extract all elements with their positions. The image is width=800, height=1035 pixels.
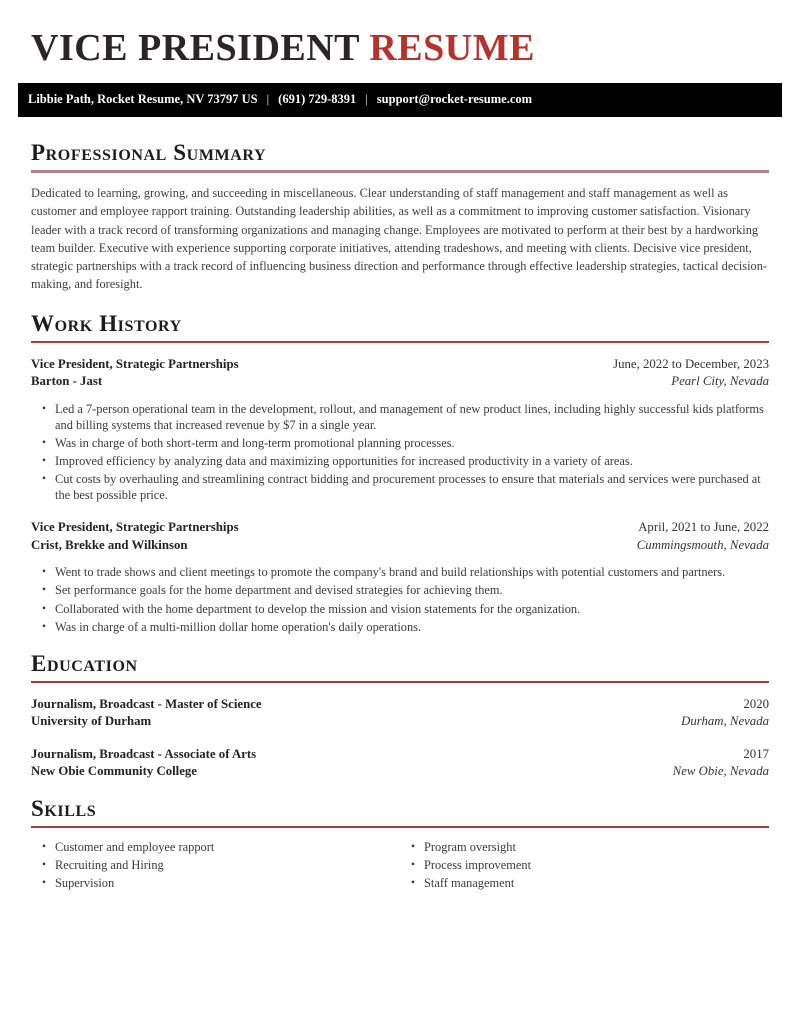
section-work-history xyxy=(31,310,769,636)
job-bullet: • Was in charge of both short-term and long-term promotional planning processes. xyxy=(55,436,769,452)
job-bullet: • Was in charge of a multi-million dollar home operation's daily operations. xyxy=(55,620,769,636)
work-history-heading: Work History xyxy=(31,310,182,336)
job-bullet: • Improved efficiency by analyzing data and maximizing opportunities for increased productivity in a variety of areas. xyxy=(55,454,769,470)
job-title: Vice President, Strategic Partnerships xyxy=(31,520,239,535)
education-entry xyxy=(31,696,769,731)
education-year: 2017 xyxy=(743,746,769,761)
skills-list xyxy=(400,840,769,892)
education-entry xyxy=(31,746,769,781)
job-entry xyxy=(31,519,769,636)
education-school: New Obie Community College xyxy=(31,764,197,779)
skills-list xyxy=(31,840,400,892)
skill-item: • Supervision xyxy=(55,876,400,892)
section-education xyxy=(31,650,769,781)
section-skills xyxy=(31,795,769,895)
job-company-row xyxy=(31,373,769,391)
contact-address: Libbie Path, Rocket Resume, NV 73797 US xyxy=(28,92,258,106)
professional-summary-text: Dedicated to learning, growing, and succeeding in miscellaneous. Clear understanding of staff management and staff management as well as customer and employee rapport training. Outstanding leadership abilities, as well as a commitment to improving customer satisfaction. Visionary leader with a track record of transforming organizations and managing change. Employees are motivated to perform at their best by a hardworking team builder. Executive with experience supporting corporate initiatives, attending tradeshows, and meeting with clients. Decisive vice president, strategic partnerships with a track record of influencing business direction and performance through effective leadership strategies, tactical decision-making, and foresight. xyxy=(31,186,768,292)
job-bullet: • Went to trade shows and client meetings to promote the company's brand and build relationships with potential customers and partners. xyxy=(55,565,769,581)
job-bullet: • Led a 7-person operational team in the development, rollout, and management of new product lines, including highly successful kids platforms and billing systems that increased revenue by $7 in a single year. xyxy=(55,402,769,434)
job-bullet: • Set performance goals for the home department and devised strategies for achieving them. xyxy=(55,583,769,599)
job-title-row xyxy=(31,356,769,374)
professional-summary-heading: Professional Summary xyxy=(31,140,267,165)
education-year: 2020 xyxy=(743,696,769,711)
job-location: Pearl City, Nevada xyxy=(671,374,769,389)
job-title-row xyxy=(31,519,769,537)
title-primary: VICE PRESIDENT xyxy=(31,27,360,69)
job-title: Vice President, Strategic Partnerships xyxy=(31,356,239,371)
title-accent: RESUME xyxy=(369,27,535,69)
section-divider xyxy=(31,826,769,828)
skills-column-right xyxy=(400,840,769,895)
skill-item: • Staff management xyxy=(424,876,769,892)
education-degree: Journalism, Broadcast - Associate of Arts xyxy=(31,746,257,761)
job-entry xyxy=(31,356,769,504)
section-professional-summary xyxy=(31,139,769,294)
job-bullet: • Collaborated with the home department to develop the mission and vision statements for the organization. xyxy=(55,602,769,618)
contact-separator: | xyxy=(266,92,270,106)
education-school: University of Durham xyxy=(31,714,152,729)
education-degree: Journalism, Broadcast - Master of Science xyxy=(31,696,262,711)
education-location: Durham, Nevada xyxy=(681,714,769,729)
skills-heading: Skills xyxy=(31,795,97,821)
skill-item: • Recruiting and Hiring xyxy=(55,858,400,874)
job-dates: June, 2022 to December, 2023 xyxy=(613,356,769,371)
job-bullet-list xyxy=(31,565,769,636)
job-bullet-list xyxy=(31,402,769,504)
education-school-row xyxy=(31,763,769,781)
education-location: New Obie, Nevada xyxy=(672,764,769,779)
contact-email: support@rocket-resume.com xyxy=(376,92,533,106)
job-dates: April, 2021 to June, 2022 xyxy=(638,520,769,535)
job-bullet: • Cut costs by overhauling and streamlining contract bidding and procurement processes to ensure that materials and services were purchased at the best possible price. xyxy=(55,472,769,504)
skill-item: • Process improvement xyxy=(424,858,769,874)
education-heading: Education xyxy=(31,650,138,676)
education-degree-row xyxy=(31,696,769,714)
skill-item: • Program oversight xyxy=(424,840,769,856)
section-divider xyxy=(31,170,769,173)
skills-column-left xyxy=(31,840,400,895)
contact-separator: | xyxy=(365,92,368,106)
section-divider xyxy=(31,681,769,683)
page-title xyxy=(31,26,769,70)
education-school-row xyxy=(31,713,769,731)
contact-bar xyxy=(18,83,782,117)
section-divider xyxy=(31,341,769,343)
skill-item: • Customer and employee rapport xyxy=(55,840,400,856)
job-company: Barton - Jast xyxy=(31,374,103,389)
job-company-row xyxy=(31,537,769,555)
job-company: Crist, Brekke and Wilkinson xyxy=(31,537,188,552)
skills-columns xyxy=(31,840,769,895)
job-location: Cummingsmouth, Nevada xyxy=(636,537,769,552)
contact-phone: (691) 729-8391 xyxy=(278,92,357,106)
education-degree-row xyxy=(31,746,769,764)
